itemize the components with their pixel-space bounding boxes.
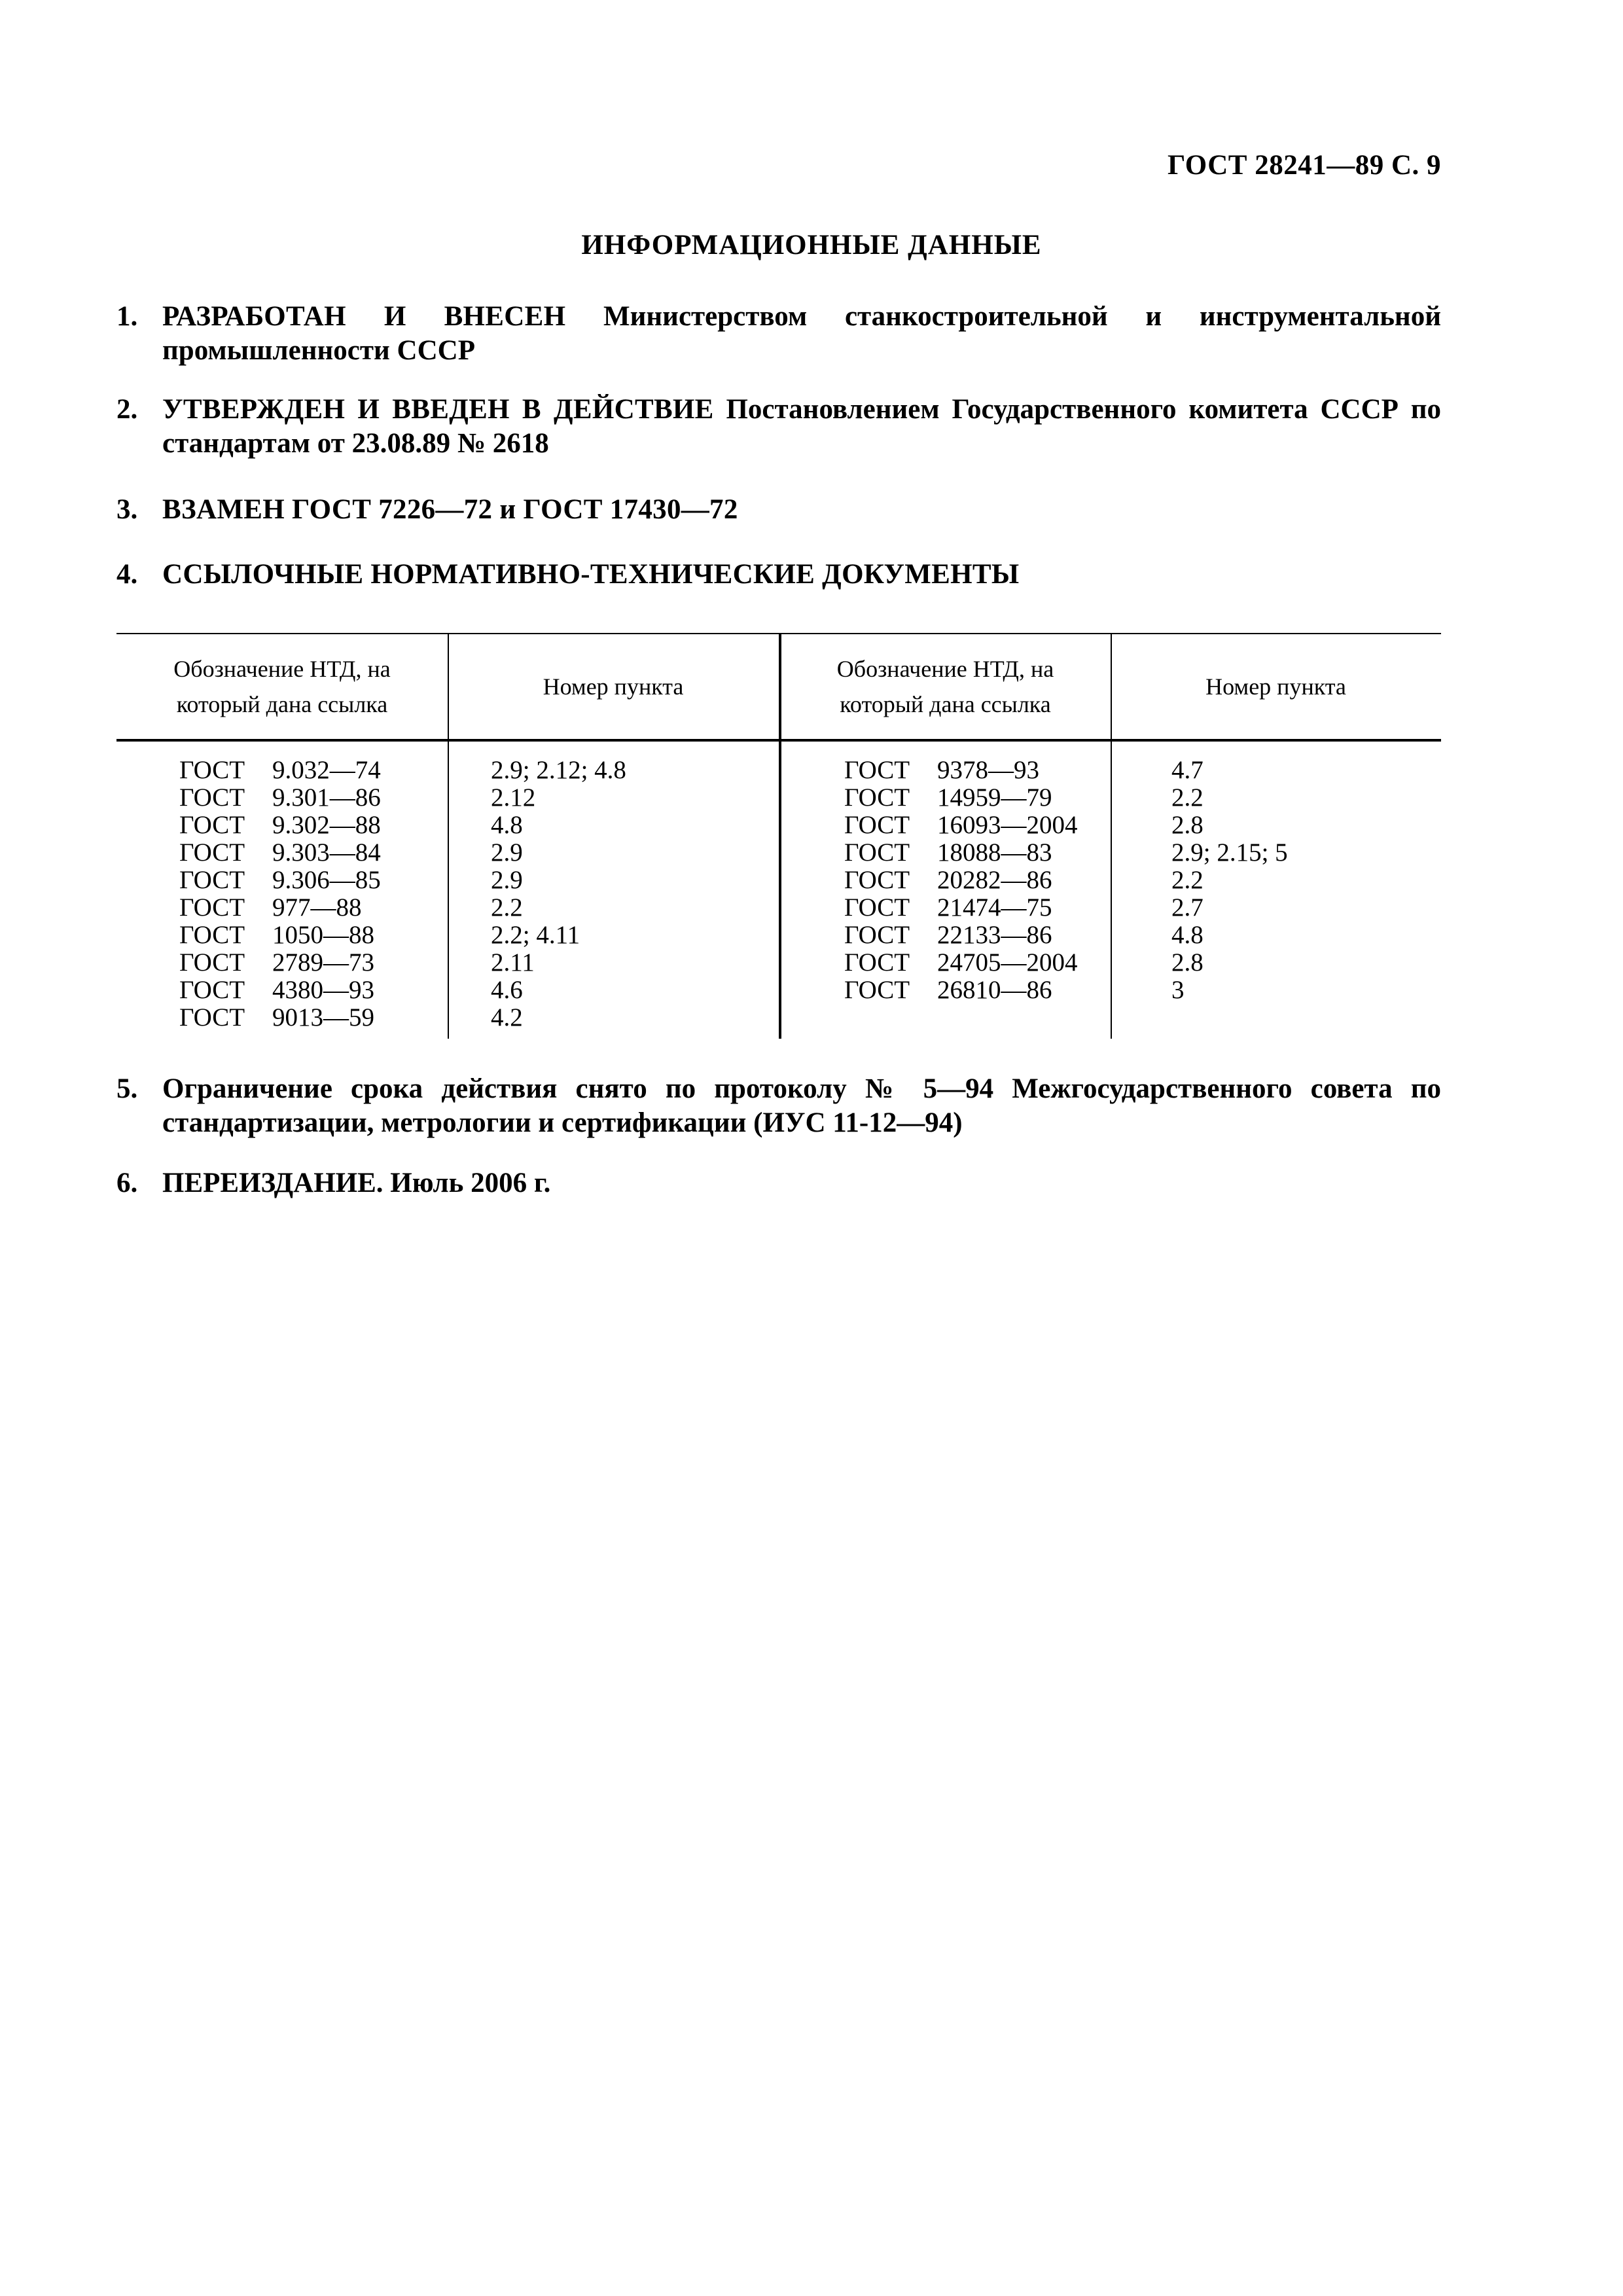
page-header: ГОСТ 28241—89 С. 9: [1167, 150, 1441, 181]
item-4: [116, 558, 1441, 592]
table-cell: 2.12: [491, 783, 536, 812]
table-cell: 2.7: [1171, 893, 1204, 922]
table-cell: 3: [1171, 976, 1185, 1004]
item-number: 6.: [116, 1168, 138, 1198]
item-number: 1.: [116, 301, 138, 332]
table-cell: 2.2: [1171, 783, 1204, 812]
table-cell: 2.9; 2.12; 4.8: [491, 756, 626, 784]
table-row: ГОСТ 9.302—88: [179, 811, 381, 839]
table-cell: 2.8: [1171, 948, 1204, 977]
item-3: [116, 493, 1441, 527]
table-row: ГОСТ 977—88: [179, 893, 362, 922]
header-item-number-right: Номер пункта: [1205, 673, 1346, 700]
right-designation-column: [844, 757, 1078, 1004]
reference-documents-table: [116, 633, 1441, 1039]
table-row: ГОСТ 24705—2004: [844, 948, 1078, 977]
table-row: ГОСТ 22133—86: [844, 921, 1052, 949]
table-cell: 2.2: [1171, 866, 1204, 894]
item-number: 4.: [116, 559, 138, 590]
header-designation-right: Обозначение НТД, на который дана ссылка: [836, 656, 1054, 717]
item-number: 2.: [116, 394, 138, 425]
header-designation-left: Обозначение НТД, на который дана ссылка: [173, 656, 391, 717]
item-2: [116, 393, 1441, 461]
item-text: ПЕРЕИЗДАНИЕ. Июль 2006 г.: [162, 1168, 551, 1198]
item-number: 3.: [116, 494, 138, 525]
table-cell: 2.9: [491, 838, 523, 867]
table-row: ГОСТ 16093—2004: [844, 811, 1078, 839]
table-row: ГОСТ 21474—75: [844, 893, 1052, 922]
item-number: 5.: [116, 1073, 138, 1104]
table-cell: 2.2: [491, 893, 523, 922]
item-lead: ВЗАМЕН ГОСТ 7226—72 и ГОСТ 17430—72: [162, 494, 738, 525]
left-designation-column: [179, 757, 381, 1031]
table-cell: 4.8: [491, 811, 523, 839]
table-cell: 4.7: [1171, 756, 1204, 784]
table-row: ГОСТ 4380—93: [179, 976, 374, 1004]
left-points-column: [491, 757, 626, 1031]
item-text: Министерством станкостроительной и инструментальной промышленности СССР: [162, 301, 1441, 366]
table-row: ГОСТ 9.303—84: [179, 838, 381, 867]
table-row: ГОСТ 9.306—85: [179, 866, 381, 894]
table-row: ГОСТ 9013—59: [179, 1003, 374, 1031]
table-cell: 2.11: [491, 948, 535, 977]
table-row: ГОСТ 26810—86: [844, 976, 1052, 1004]
item-5: [116, 1072, 1441, 1140]
item-lead: РАЗРАБОТАН И ВНЕСЕН: [162, 301, 566, 332]
table-cell: 4.2: [491, 1003, 523, 1031]
item-6: [116, 1166, 1441, 1200]
table-cell: 2.8: [1171, 811, 1204, 839]
item-text: Постановлением Государственного комитета СССР по стандартам от 23.08.89 № 2618: [162, 394, 1441, 459]
table-cell: 4.8: [1171, 921, 1204, 949]
table-row: ГОСТ 2789—73: [179, 948, 374, 977]
item-text: Ограничение срока действия снято по протоколу № 5—94 Межгосударственного совета по стандартизации, метрологии и сертификации (ИУС 11-12—94): [162, 1073, 1441, 1138]
table-cell: 4.6: [491, 976, 523, 1004]
table-row: ГОСТ 1050—88: [179, 921, 374, 949]
table-cell: 2.9: [491, 866, 523, 894]
item-lead: УТВЕРЖДЕН И ВВЕДЕН В ДЕЙСТВИЕ: [162, 394, 714, 425]
document-title: ИНФОРМАЦИОННЫЕ ДАННЫЕ: [581, 230, 1042, 260]
item-1: [116, 300, 1441, 368]
table-cell: 2.9; 2.15; 5: [1171, 838, 1288, 867]
right-points-column: [1171, 757, 1288, 1004]
table-row: ГОСТ 18088—83: [844, 838, 1052, 867]
table-row: ГОСТ 9378—93: [844, 756, 1039, 784]
table-cell: 2.2; 4.11: [491, 921, 580, 949]
table-row: ГОСТ 9.032—74: [179, 756, 381, 784]
item-lead: ССЫЛОЧНЫЕ НОРМАТИВНО-ТЕХНИЧЕСКИЕ ДОКУМЕНТЫ: [162, 559, 1020, 590]
header-separator: [116, 739, 1441, 742]
table-row: ГОСТ 14959—79: [844, 783, 1052, 812]
table-row: ГОСТ 9.301—86: [179, 783, 381, 812]
header-item-number-left: Номер пункта: [543, 673, 684, 700]
table-row: ГОСТ 20282—86: [844, 866, 1052, 894]
